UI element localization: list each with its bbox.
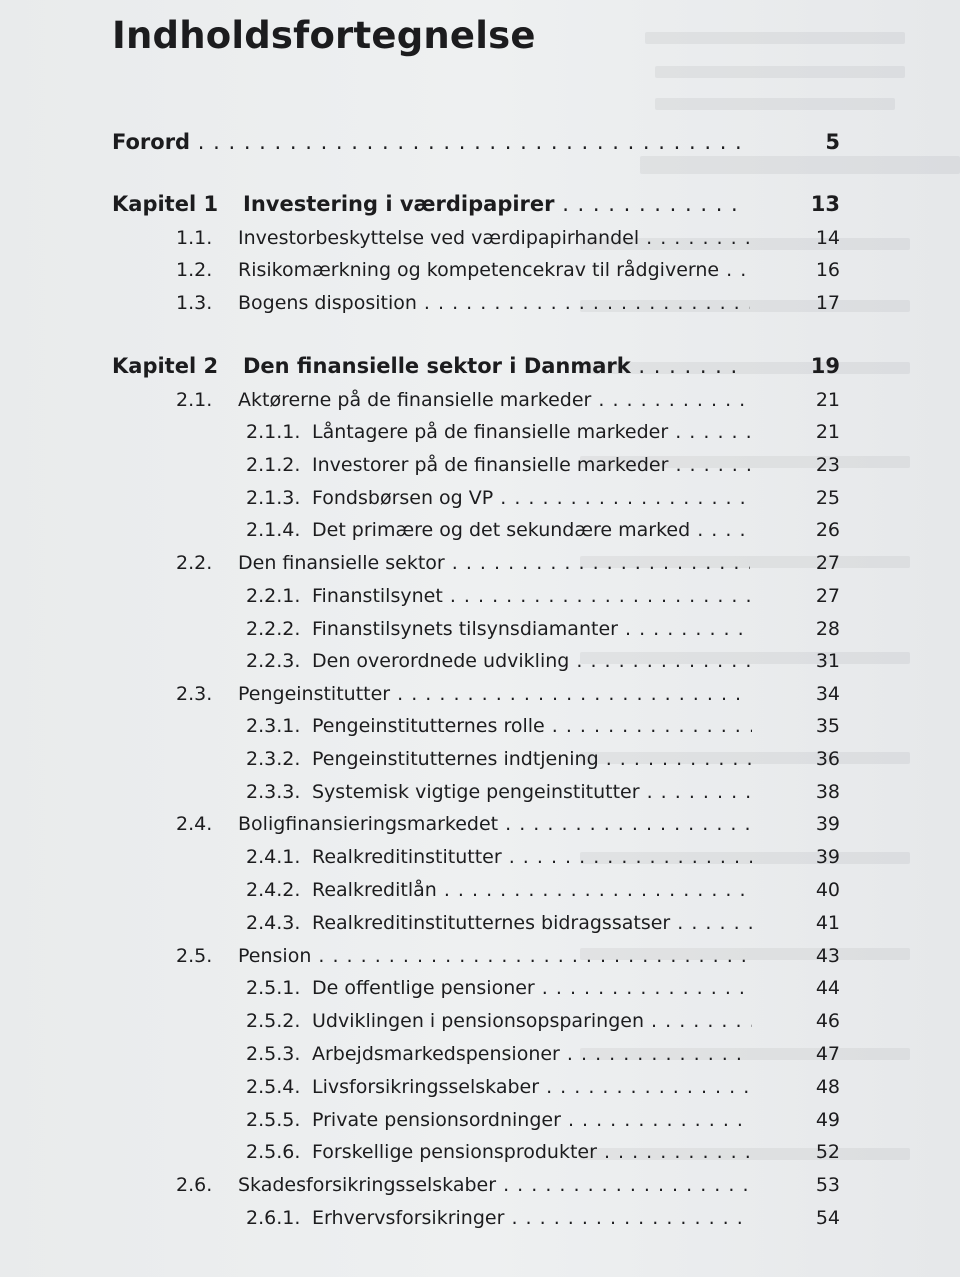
toc-section-number: 2.2. <box>176 552 213 574</box>
toc-page-number: 21 <box>815 389 840 411</box>
toc-subsection-number: 2.2.1. <box>246 585 301 607</box>
toc-subsection-number: 2.1.1. <box>246 421 301 443</box>
toc-section <box>0 224 960 252</box>
toc-subsection-title: Det primære og det sekundære marked . . . <box>312 516 752 544</box>
toc-subsection <box>0 745 960 773</box>
toc-subsection-number: 2.5.3. <box>246 1043 301 1065</box>
toc-subsection <box>0 1204 960 1232</box>
toc-page-number: 36 <box>815 748 840 770</box>
toc-subsection <box>0 876 960 904</box>
toc-section-title: Den finansielle sektor . . . <box>238 549 750 577</box>
toc-subsection <box>0 1040 960 1068</box>
toc-section-number: 2.1. <box>176 389 213 411</box>
toc-page-number: 40 <box>815 879 840 901</box>
toc-page-number: 39 <box>815 846 840 868</box>
toc-page-number: 38 <box>815 781 840 803</box>
toc-subsection <box>0 974 960 1002</box>
toc-subsection-title: Realkreditinstitutternes bidragssatser . . . <box>312 909 752 937</box>
toc-subsection-number: 2.4.2. <box>246 879 301 901</box>
toc-page-number: 14 <box>815 227 840 249</box>
page-title: Indholdsfortegnelse <box>112 14 536 57</box>
toc-section-title: Pengeinstitutter . . . <box>238 680 750 708</box>
toc-page-number: 31 <box>815 650 840 672</box>
toc-chapter <box>0 190 960 218</box>
toc-subsection-number: 2.3.2. <box>246 748 301 770</box>
toc-subsection <box>0 615 960 643</box>
toc-page-number: 43 <box>815 945 840 967</box>
toc-subsection-number: 2.5.6. <box>246 1141 301 1163</box>
toc-subsection-number: 2.6.1. <box>246 1207 301 1229</box>
toc-subsection-number: 2.5.1. <box>246 977 301 999</box>
toc-section-title: Bogens disposition . . . <box>238 289 750 317</box>
toc-subsection <box>0 1138 960 1166</box>
toc-section <box>0 680 960 708</box>
toc-subsection-title: Pengeinstitutternes rolle . . . <box>312 712 752 740</box>
toc-subsection <box>0 1007 960 1035</box>
toc-subsection-number: 2.1.4. <box>246 519 301 541</box>
toc-subsection <box>0 418 960 446</box>
toc-subsection-number: 2.3.1. <box>246 715 301 737</box>
toc-section <box>0 942 960 970</box>
toc-section <box>0 256 960 284</box>
toc-page-number: 17 <box>815 292 840 314</box>
toc-chapter-number: Kapitel 1 <box>112 192 219 216</box>
toc-subsection-title: De offentlige pensioner . . . <box>312 974 752 1002</box>
toc-page-number: 28 <box>815 618 840 640</box>
toc-subsection <box>0 451 960 479</box>
toc-entry-forord <box>0 128 960 156</box>
toc-subsection-number: 2.5.4. <box>246 1076 301 1098</box>
toc-page-number: 23 <box>815 454 840 476</box>
toc-section-number: 1.2. <box>176 259 213 281</box>
toc-section <box>0 549 960 577</box>
toc-page-number: 48 <box>815 1076 840 1098</box>
toc-subsection-title: Udviklingen i pensionsopsparingen . . . <box>312 1007 752 1035</box>
toc-subsection-title: Pengeinstitutternes indtjening . . . <box>312 745 752 773</box>
toc-page-number: 26 <box>815 519 840 541</box>
toc-subsection <box>0 582 960 610</box>
toc-subsection <box>0 778 960 806</box>
toc-subsection <box>0 516 960 544</box>
toc-subsection-number: 2.3.3. <box>246 781 301 803</box>
toc-entry-label: Forord . . . <box>112 128 748 156</box>
toc-section-number: 2.4. <box>176 813 213 835</box>
toc-page-number: 13 <box>810 192 840 216</box>
toc-page-number: 27 <box>815 585 840 607</box>
toc-subsection <box>0 712 960 740</box>
toc-chapter-number: Kapitel 2 <box>112 354 219 378</box>
toc-subsection <box>0 484 960 512</box>
toc-subsection-title: Realkreditlån . . . <box>312 876 752 904</box>
toc-page-number: 16 <box>815 259 840 281</box>
toc-page-number: 34 <box>815 683 840 705</box>
toc-section-number: 1.1. <box>176 227 213 249</box>
toc-chapter-title: Investering i værdipapirer . . . <box>243 190 748 218</box>
toc-subsection-title: Fondsbørsen og VP . . . <box>312 484 752 512</box>
toc-subsection-number: 2.5.2. <box>246 1010 301 1032</box>
toc-section-title: Investorbeskyttelse ved værdipapirhandel . . . <box>238 224 750 252</box>
toc-page-number: 41 <box>815 912 840 934</box>
toc-subsection-title: Realkreditinstitutter . . . <box>312 843 752 871</box>
toc-page-number: 19 <box>810 354 840 378</box>
toc-section <box>0 810 960 838</box>
toc-subsection-title: Arbejdsmarkedspensioner . . . <box>312 1040 752 1068</box>
toc-section-title: Risikomærkning og kompetencekrav til rådgiverne . . . <box>238 256 750 284</box>
toc-subsection-title: Finanstilsynet . . . <box>312 582 752 610</box>
toc-subsection-title: Investorer på de finansielle markeder . . . <box>312 451 752 479</box>
toc-page-number: 52 <box>815 1141 840 1163</box>
toc-section-number: 2.3. <box>176 683 213 705</box>
toc-page-number: 35 <box>815 715 840 737</box>
toc-section <box>0 386 960 414</box>
toc-page-number: 27 <box>815 552 840 574</box>
toc-section-title: Pension . . . <box>238 942 750 970</box>
toc-section-number: 2.6. <box>176 1174 213 1196</box>
toc-subsection <box>0 1073 960 1101</box>
toc-page-number: 39 <box>815 813 840 835</box>
toc-page-number: 53 <box>815 1174 840 1196</box>
toc-section <box>0 289 960 317</box>
toc-subsection-title: Forskellige pensionsprodukter . . . <box>312 1138 752 1166</box>
toc-subsection-title: Låntagere på de finansielle markeder . . . <box>312 418 752 446</box>
toc-subsection <box>0 647 960 675</box>
toc-subsection-title: Private pensionsordninger . . . <box>312 1106 752 1134</box>
toc-page-number: 47 <box>815 1043 840 1065</box>
toc-page-number: 21 <box>815 421 840 443</box>
toc-section <box>0 1171 960 1199</box>
toc-page-number: 46 <box>815 1010 840 1032</box>
toc-section-number: 2.5. <box>176 945 213 967</box>
toc-section-number: 1.3. <box>176 292 213 314</box>
toc-chapter-title: Den finansielle sektor i Danmark . . . <box>243 352 748 380</box>
toc-subsection-title: Systemisk vigtige pengeinstitutter . . . <box>312 778 752 806</box>
toc-subsection-number: 2.2.2. <box>246 618 301 640</box>
toc-subsection <box>0 843 960 871</box>
toc-subsection-number: 2.4.3. <box>246 912 301 934</box>
toc-subsection-title: Finanstilsynets tilsynsdiamanter . . . <box>312 615 752 643</box>
toc-section-title: Skadesforsikringsselskaber . . . <box>238 1171 750 1199</box>
toc-page-number: 25 <box>815 487 840 509</box>
toc-subsection <box>0 909 960 937</box>
toc-chapter <box>0 352 960 380</box>
toc-subsection <box>0 1106 960 1134</box>
toc-subsection-number: 2.2.3. <box>246 650 301 672</box>
toc-page-number: 54 <box>815 1207 840 1229</box>
toc-subsection-title: Livsforsikringsselskaber . . . <box>312 1073 752 1101</box>
toc-page-number: 44 <box>815 977 840 999</box>
toc-page-number: 5 <box>825 130 840 154</box>
toc-section-title: Aktørerne på de finansielle markeder . . . <box>238 386 750 414</box>
toc-subsection-number: 2.1.3. <box>246 487 301 509</box>
toc-subsection-number: 2.5.5. <box>246 1109 301 1131</box>
toc-subsection-number: 2.4.1. <box>246 846 301 868</box>
toc-section-title: Boligfinansieringsmarkedet . . . <box>238 810 750 838</box>
toc-subsection-number: 2.1.2. <box>246 454 301 476</box>
toc-subsection-title: Den overordnede udvikling . . . <box>312 647 752 675</box>
toc-subsection-title: Erhvervsforsikringer . . . <box>312 1204 752 1232</box>
toc-page-number: 49 <box>815 1109 840 1131</box>
